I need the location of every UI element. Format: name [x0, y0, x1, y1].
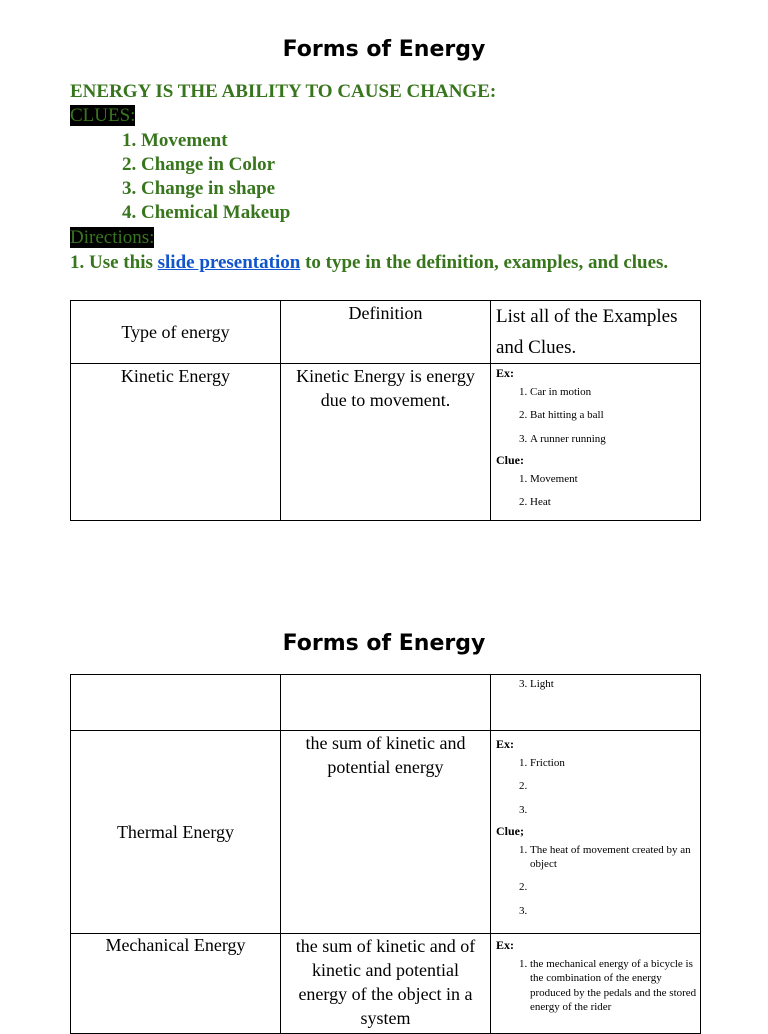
- clue-item: 4. Chemical Makeup: [122, 202, 291, 223]
- ex-label: Ex:: [496, 366, 514, 380]
- instruction-pre: 1. Use this: [70, 252, 158, 273]
- thermal-definition-cell: the sum of kinetic and potential energy: [281, 731, 491, 934]
- list-item: 2. Bat hitting a ball: [530, 404, 700, 427]
- thermal-examples-cell: [491, 731, 701, 934]
- energy-definition-heading: ENERGY IS THE ABILITY TO CAUSE CHANGE:: [70, 81, 497, 102]
- header-definition: Definition: [281, 301, 491, 364]
- clue-label: Clue:: [496, 452, 524, 467]
- energy-table-page1: [70, 300, 701, 521]
- kinetic-examples-list: [491, 381, 700, 451]
- mechanical-definition-cell: the sum of kinetic and of kinetic and potential energy of the object in a system: [281, 934, 491, 1034]
- header-type: Type of energy: [71, 301, 281, 364]
- table-row: [71, 364, 701, 521]
- clue-item: 3. Change in shape: [122, 178, 276, 199]
- list-item: 1. Friction: [530, 752, 700, 775]
- ex-label: Ex:: [496, 938, 515, 952]
- mechanical-examples-list: [491, 953, 700, 1019]
- energy-table-page2: [70, 674, 701, 1034]
- mechanical-examples-cell: [491, 934, 701, 1034]
- list-item: 1. the mechanical energy of a bicycle is the combination of the energy produced by the pedals and the stored energy of the rider: [530, 953, 700, 1019]
- table-row: [71, 934, 701, 1034]
- kinetic-examples-cell: [491, 364, 701, 521]
- carry-examples-cell: [491, 675, 701, 731]
- page-title-2: Forms of Energy: [282, 631, 486, 656]
- slide-presentation-link[interactable]: slide presentation: [157, 252, 301, 273]
- directions-label: [70, 227, 154, 249]
- clue-item: 1. Movement: [122, 130, 228, 151]
- list-item: 1. Car in motion: [530, 381, 700, 404]
- list-item: 1. The heat of movement created by an object: [530, 839, 700, 877]
- list-item: [530, 799, 700, 822]
- kinetic-definition-cell: Kinetic Energy is energy due to movement.: [281, 364, 491, 521]
- directions-label-text: Directions:: [70, 227, 155, 248]
- carry-list: [491, 673, 700, 696]
- ex-label: Ex:: [496, 737, 515, 751]
- instruction-post: to type in the definition, examples, and clues.: [300, 252, 669, 273]
- table-header-row: [71, 301, 701, 364]
- list-item: 3. Light: [530, 673, 700, 696]
- list-item: 3. A runner running: [530, 428, 700, 451]
- page-title: Forms of Energy: [282, 37, 486, 62]
- clues-label-text: CLUES:: [70, 105, 136, 126]
- clue-label: Clue;: [496, 823, 524, 838]
- list-item: [530, 900, 700, 923]
- list-item: [530, 876, 700, 899]
- mechanical-type-cell: Mechanical Energy: [71, 934, 281, 1034]
- list-item: [530, 775, 700, 798]
- kinetic-clues-list: [491, 468, 700, 515]
- clues-label: [70, 105, 135, 127]
- clue-item: 2. Change in Color: [122, 154, 276, 175]
- list-item: 2. Heat: [530, 491, 700, 514]
- list-item: 1. Movement: [530, 468, 700, 491]
- thermal-clues-list: [491, 839, 700, 923]
- thermal-type-cell: Thermal Energy: [71, 731, 281, 934]
- table-row: [71, 675, 701, 731]
- carry-definition-cell: [281, 675, 491, 731]
- instruction-line: [70, 252, 668, 274]
- table-row: [71, 731, 701, 934]
- kinetic-type-cell: Kinetic Energy: [71, 364, 281, 521]
- header-examples: List all of the Examples and Clues.: [491, 301, 701, 364]
- carry-type-cell: [71, 675, 281, 731]
- thermal-examples-list: [491, 752, 700, 822]
